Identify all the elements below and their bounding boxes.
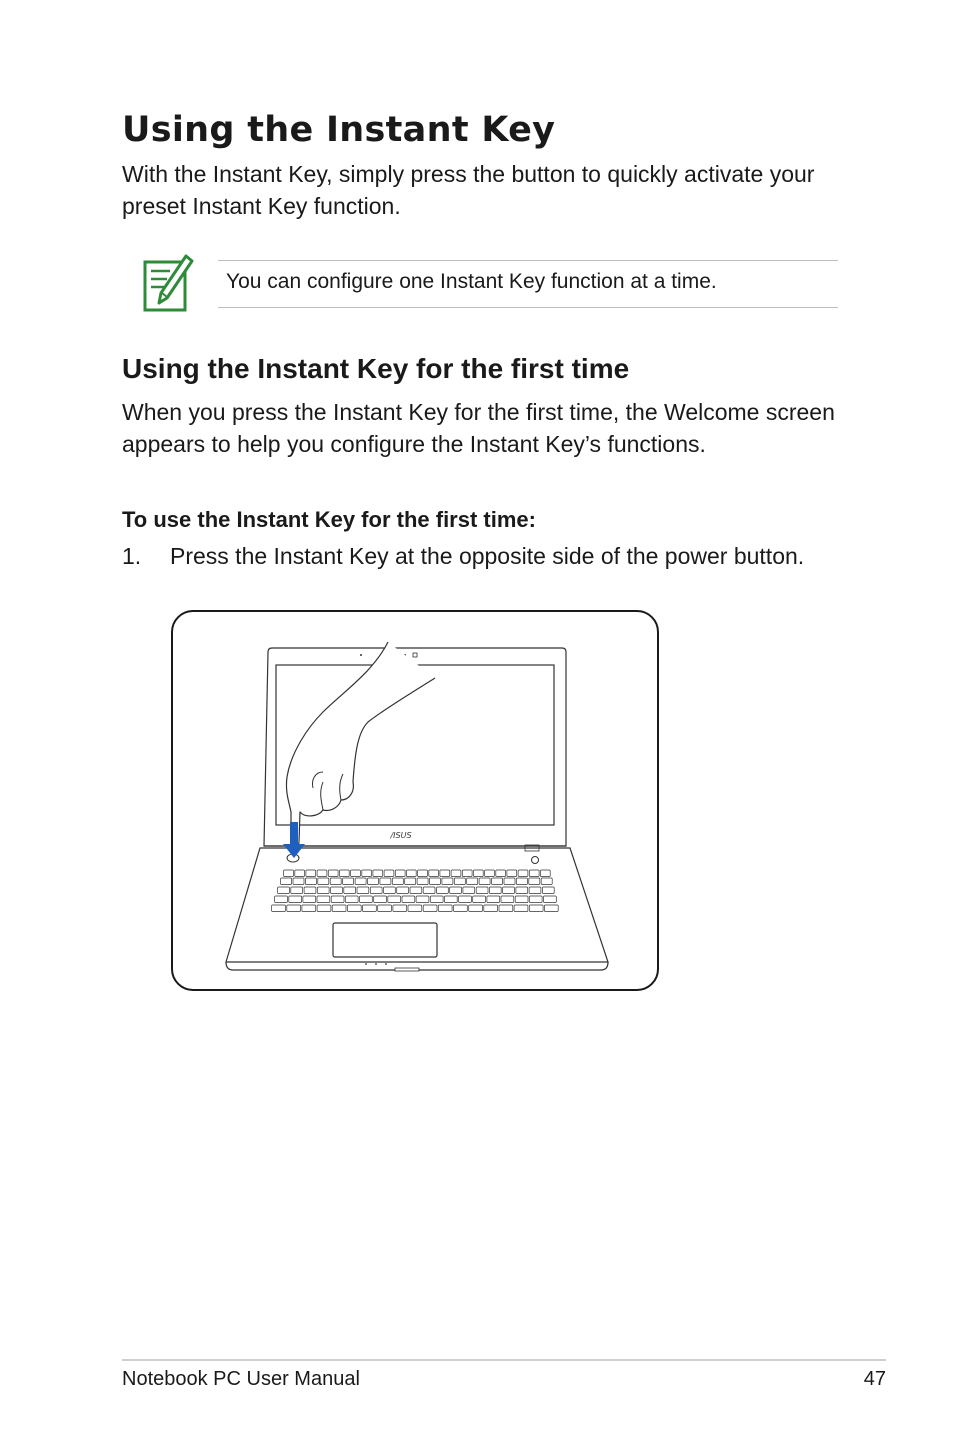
keyboard-key xyxy=(380,878,391,885)
keyboard-key xyxy=(454,878,465,885)
keyboard-key xyxy=(496,870,506,877)
keyboard-key xyxy=(514,905,528,912)
note-text: You can configure one Instant Key function at a time. xyxy=(226,270,717,293)
page-number: 47 xyxy=(863,1368,886,1390)
step-number: 1. xyxy=(122,543,142,569)
keyboard-key xyxy=(332,905,346,912)
keyboard-key xyxy=(450,887,462,894)
keyboard-key xyxy=(392,878,403,885)
keyboard-key xyxy=(507,870,517,877)
keyboard-key xyxy=(384,870,394,877)
keyboard-key xyxy=(487,896,500,903)
keyboard-key xyxy=(529,887,541,894)
keyboard-key xyxy=(357,887,369,894)
step-text: Press the Instant Key at the opposite side of the power button. xyxy=(170,543,805,569)
keyboard-key xyxy=(542,887,554,894)
keyboard-key xyxy=(544,896,557,903)
keyboard-key xyxy=(442,878,453,885)
keyboard-key xyxy=(317,896,330,903)
keyboard-key xyxy=(360,896,373,903)
keyboard-key xyxy=(541,878,552,885)
laptop-drawing xyxy=(173,612,659,991)
keyboard-key xyxy=(473,870,483,877)
keyboard-key xyxy=(417,878,428,885)
keyboard-key xyxy=(368,878,379,885)
keyboard-key xyxy=(344,887,356,894)
keyboard-key xyxy=(467,878,478,885)
keyboard-key xyxy=(347,905,361,912)
keyboard-key xyxy=(284,870,294,877)
keyboard-key xyxy=(395,870,405,877)
keyboard-key xyxy=(281,878,292,885)
keyboard-key xyxy=(476,887,488,894)
section-body: When you press the Instant Key for the first time, the Welcome screen appears to help you configure the Instant Key’s functions. xyxy=(122,399,835,457)
keyboard-key xyxy=(289,896,302,903)
keyboard-key xyxy=(463,887,475,894)
brand-label: /ISUS xyxy=(390,831,412,840)
keyboard-key xyxy=(343,878,354,885)
keyboard-key xyxy=(370,887,382,894)
keyboard-key xyxy=(416,896,429,903)
keyboard-key xyxy=(473,896,486,903)
keyboard-key xyxy=(544,905,558,912)
keyboard-key xyxy=(410,887,422,894)
keyboard-key xyxy=(437,887,449,894)
keyboard-key xyxy=(397,887,409,894)
keyboard-key xyxy=(304,887,316,894)
keyboard-key xyxy=(328,870,338,877)
keyboard-key xyxy=(529,878,540,885)
keyboard-key xyxy=(317,905,331,912)
keyboard-key xyxy=(345,896,358,903)
keyboard-key xyxy=(355,878,366,885)
keyboard-key xyxy=(384,887,396,894)
keyboard-key xyxy=(529,905,543,912)
keyboard-key xyxy=(540,870,550,877)
keyboard-key xyxy=(374,896,387,903)
keyboard-key xyxy=(501,896,514,903)
keyboard-key xyxy=(430,896,443,903)
keyboard-key xyxy=(440,870,450,877)
keyboard-key xyxy=(492,878,503,885)
keyboard-key xyxy=(305,878,316,885)
keyboard-key xyxy=(529,896,542,903)
keyboard-key xyxy=(469,905,483,912)
keyboard-key xyxy=(406,870,416,877)
keyboard-key xyxy=(489,887,501,894)
keyboard-key xyxy=(430,878,441,885)
intro-paragraph: With the Instant Key, simply press the button to quickly activate your preset Instant Key function. xyxy=(122,161,815,219)
keyboard-key xyxy=(405,878,416,885)
keyboard-key xyxy=(454,905,468,912)
keyboard-key xyxy=(295,870,305,877)
keyboard-key xyxy=(438,905,452,912)
keyboard-key xyxy=(287,905,301,912)
keyboard-key xyxy=(272,905,286,912)
note-box xyxy=(218,260,838,308)
keyboard-key xyxy=(408,905,422,912)
keyboard-key xyxy=(303,896,316,903)
keyboard-key xyxy=(462,870,472,877)
keyboard-key xyxy=(318,878,329,885)
keyboard-key xyxy=(516,878,527,885)
keyboard-key xyxy=(278,887,290,894)
keyboard-key xyxy=(306,870,316,877)
keyboard-key xyxy=(418,870,428,877)
keyboard-key xyxy=(423,887,435,894)
keyboard-key xyxy=(317,887,329,894)
procedure-heading: To use the Instant Key for the first time: xyxy=(122,507,536,532)
keyboard-key xyxy=(444,896,457,903)
keyboard-key xyxy=(378,905,392,912)
keyboard-key xyxy=(451,870,461,877)
keyboard-key xyxy=(362,870,372,877)
keyboard-key xyxy=(484,905,498,912)
keyboard-key xyxy=(373,870,383,877)
keyboard-key xyxy=(293,878,304,885)
section-heading: Using the Instant Key for the first time xyxy=(122,353,630,384)
keyboard-key xyxy=(516,887,528,894)
footer-rule xyxy=(122,1359,886,1361)
footer-title: Notebook PC User Manual xyxy=(122,1368,360,1390)
keyboard-key xyxy=(515,896,528,903)
keyboard-key xyxy=(503,887,515,894)
page-title: Using the Instant Key xyxy=(122,110,556,150)
keyboard-key xyxy=(429,870,439,877)
keyboard-key xyxy=(339,870,349,877)
keyboard-key xyxy=(459,896,472,903)
keyboard-key xyxy=(402,896,415,903)
laptop-illustration xyxy=(171,610,659,991)
keyboard-key xyxy=(302,905,316,912)
note-pencil-icon xyxy=(140,254,194,314)
keyboard-key xyxy=(504,878,515,885)
keyboard-key xyxy=(393,905,407,912)
keyboard-key xyxy=(499,905,513,912)
keyboard-key xyxy=(291,887,303,894)
keyboard-key xyxy=(388,896,401,903)
keyboard-key xyxy=(351,870,361,877)
keyboard-key xyxy=(331,887,343,894)
keyboard-key xyxy=(275,896,288,903)
keyboard-key xyxy=(529,870,539,877)
keyboard-key xyxy=(363,905,377,912)
keyboard-key xyxy=(317,870,327,877)
keyboard-key xyxy=(423,905,437,912)
keyboard-key xyxy=(331,896,344,903)
keyboard-key xyxy=(485,870,495,877)
keyboard-key xyxy=(518,870,528,877)
keyboard-key xyxy=(330,878,341,885)
keyboard-key xyxy=(479,878,490,885)
